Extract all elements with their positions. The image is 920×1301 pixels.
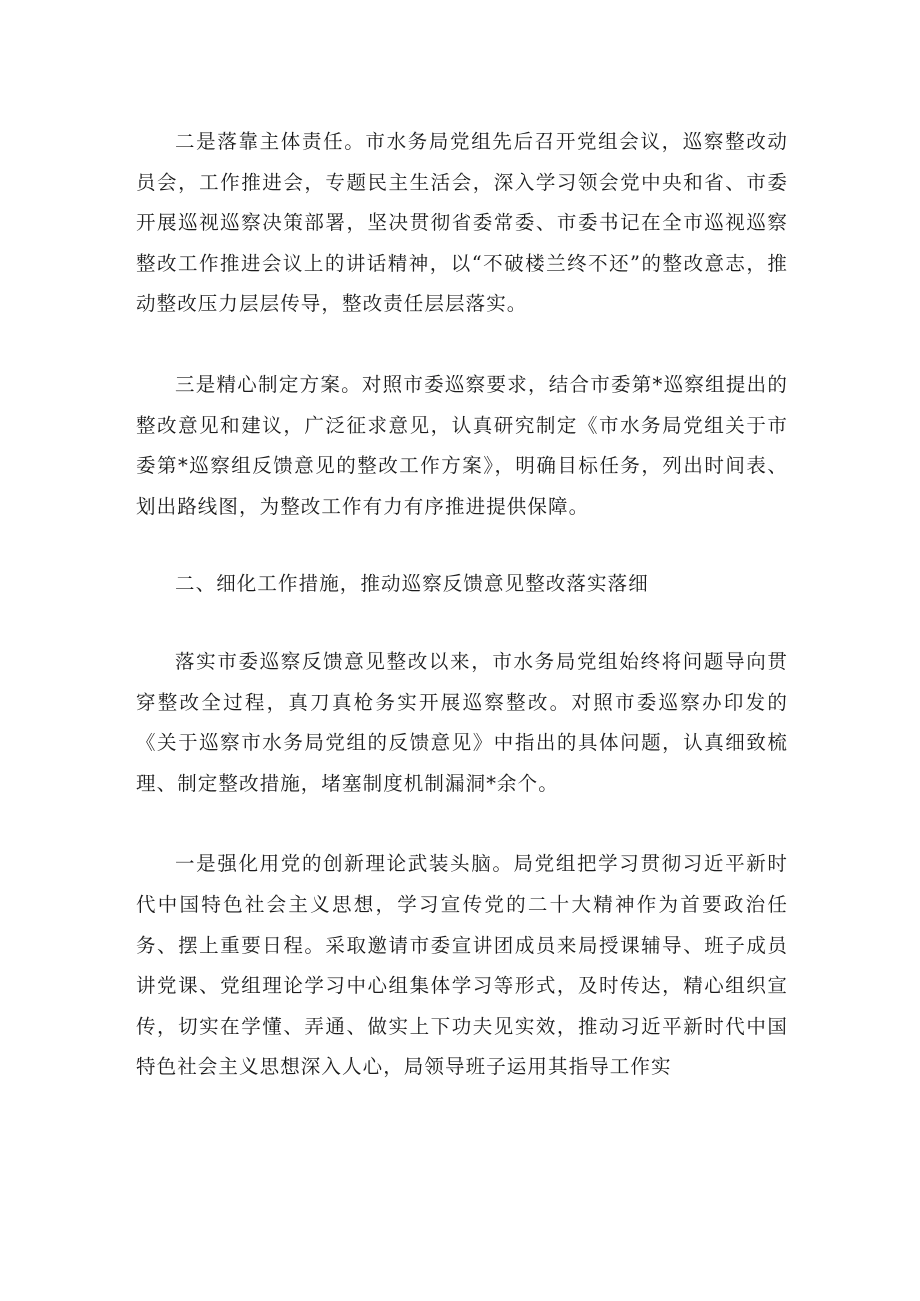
- paragraph-main-responsibility: 二是落靠主体责任。市水务局党组先后召开党组会议，巡察整改动员会，工作推进会，专题民主生活会，深入学习领会党中央和省、市委开展巡视巡察决策部署，坚决贯彻省委常委、市委书记在全市巡视巡察整改工作推进会议上的讲话精神，以“不破楼兰终不还”的整改意志，推动整改压力层层传导，整改责任层层落实。: [136, 130, 788, 316]
- paragraph-rectification-plan: 三是精心制定方案。对照市委巡察要求，结合市委第*巡察组提出的整改意见和建议，广泛征求意见，认真研究制定《市水务局党组关于市委第*巡察组反馈意见的整改工作方案》，明确目标任务，列出时间表、划出路线图，为整改工作有力有序推进提供保障。: [136, 372, 788, 518]
- paragraph-theory-study: 一是强化用党的创新理论武装头脑。局党组把学习贯彻习近平新时代中国特色社会主义思想，学习宣传党的二十大精神作为首要政治任务、摆上重要日程。采取邀请市委宣讲团成员来局授课辅导、班子成员讲党课、党组理论学习中心组集体学习等形式，及时传达，精心组织宣传，切实在学懂、弄通、做实上下功夫见实效，推动习近平新时代中国特色社会主义思想深入人心，局领导班子运用其指导工作实: [136, 852, 788, 1079]
- paragraph-feedback-rectification: 落实市委巡察反馈意见整改以来，市水务局党组始终将问题导向贯穿整改全过程，真刀真枪务实开展巡察整改。对照市委巡察办印发的《关于巡察市水务局党组的反馈意见》中指出的具体问题，认真细致梳理、制定整改措施，堵塞制度机制漏洞*余个。: [136, 649, 788, 795]
- document-body: [136, 122, 788, 1088]
- section-heading-work-measures: 二、细化工作措施，推动巡察反馈意见整改落实落细: [175, 572, 649, 596]
